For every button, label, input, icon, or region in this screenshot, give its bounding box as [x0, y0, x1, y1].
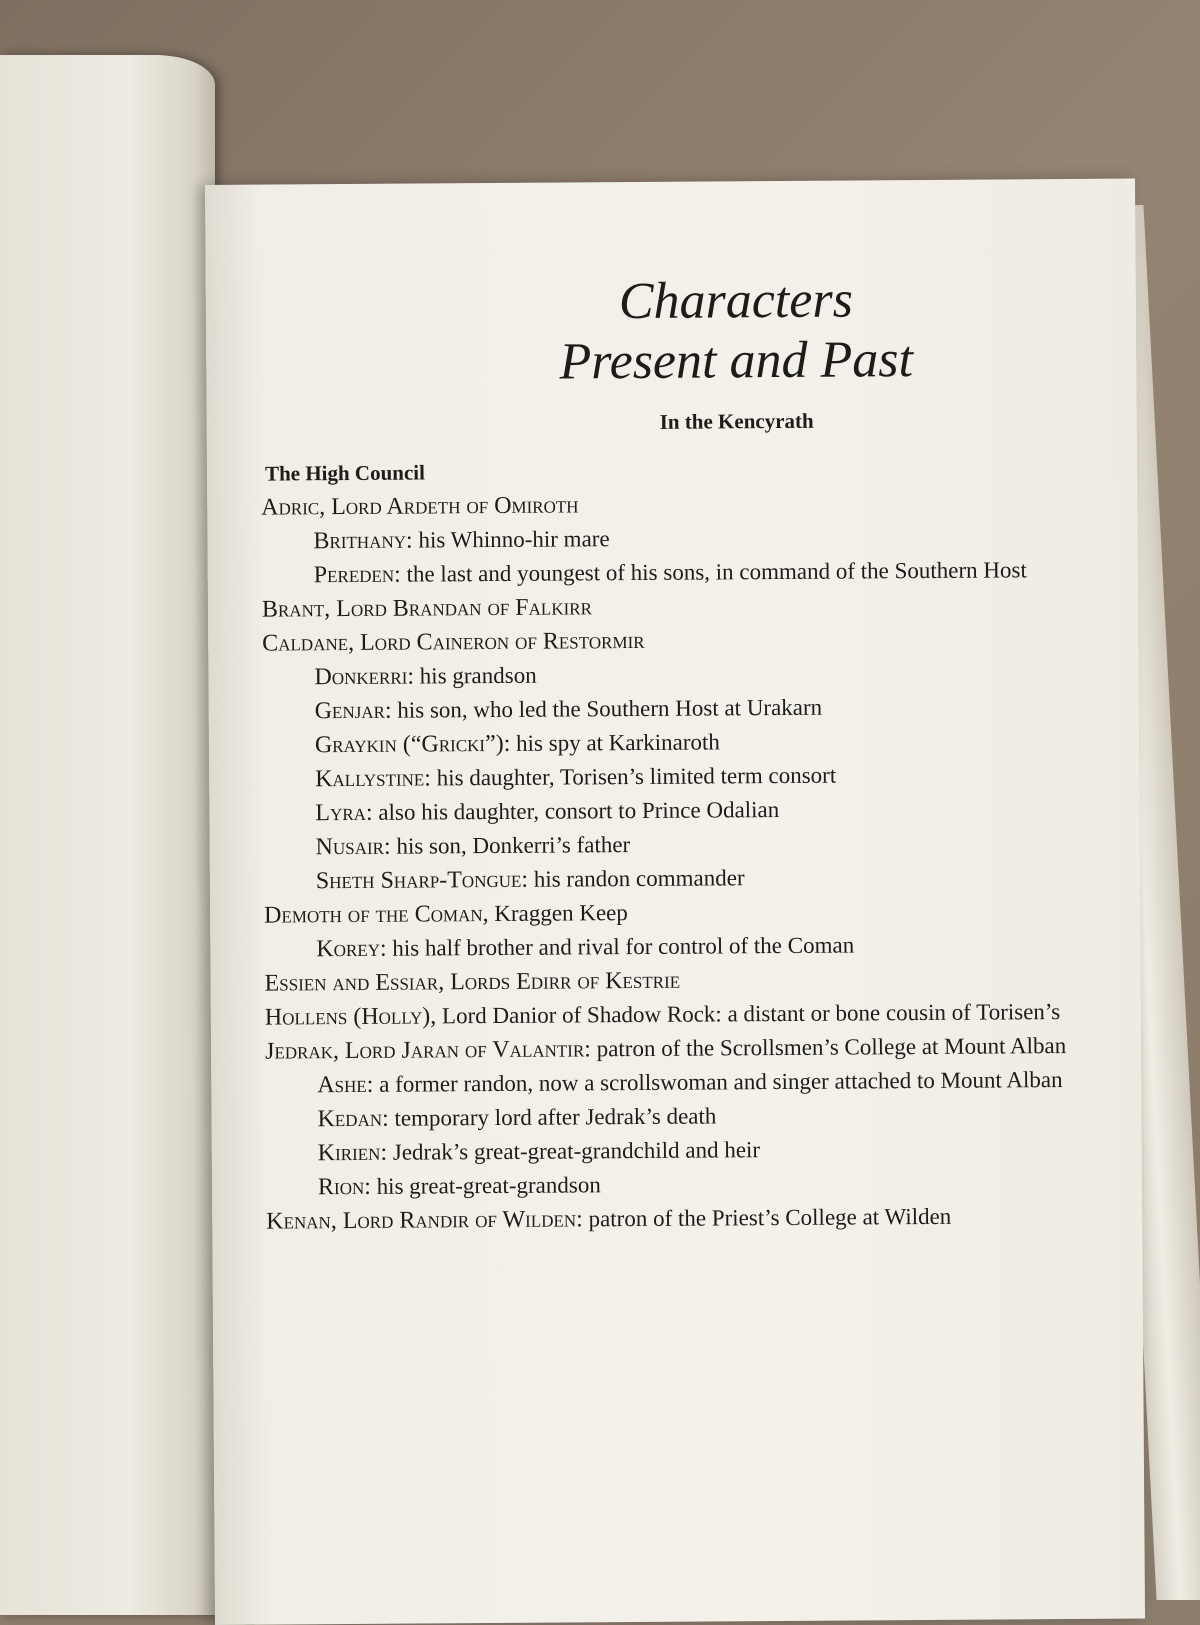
entry-desc: a former randon, now a scrollswoman and singer attached to Mount Alban — [373, 1067, 1062, 1097]
entry-name: Lyra: — [315, 800, 372, 826]
entry-desc: patron of the Scrollsmen’s College at Mount Alban — [591, 1033, 1066, 1061]
entry-desc: patron of the Priest’s College at Wilden — [583, 1204, 952, 1232]
entry-desc: Kraggen Keep — [489, 900, 628, 926]
entry-name: Pereden: — [314, 562, 401, 589]
entry-desc: Jedrak’s great-great-grandchild and heir — [387, 1137, 760, 1165]
entry-name: Nusair: — [316, 834, 391, 861]
entry-desc: his Whinno-hir mare — [413, 526, 610, 552]
entry-name: Brithany: — [313, 528, 412, 555]
entry-name: Kenan, Lord Randir of Wilden: — [266, 1206, 583, 1234]
entry-name: Adric, Lord Ardeth of Omiroth — [261, 492, 578, 520]
entry-name: Sheth Sharp-Tongue: — [316, 867, 528, 894]
entry-name: Kallystine: — [315, 765, 431, 792]
entry-desc: his grandson — [414, 663, 537, 689]
entry-name: Demoth of the Coman, — [264, 901, 489, 929]
entry-name: Donkerri: — [314, 664, 414, 691]
list-item — [251, 1063, 1111, 1103]
entry-name: Essien and Essiar, Lords Edirr of Kestrie — [264, 968, 680, 997]
entry-name: Korey: — [316, 936, 386, 962]
title-line-1: Characters — [366, 269, 1106, 334]
entry-name: Kedan: — [317, 1106, 388, 1132]
entry-desc: temporary lord after Jedrak’s death — [389, 1103, 717, 1130]
entry-name: Kirien: — [318, 1140, 388, 1166]
page-title — [366, 269, 1107, 394]
list-item — [252, 1199, 1112, 1239]
entry-name: Brant, Lord Brandan of Falkirr — [262, 594, 592, 622]
entry-desc: his spy at Karkinaroth — [510, 729, 720, 755]
right-page — [205, 179, 1145, 1625]
entry-name: Jedrak, Lord Jaran of Valantir: — [265, 1036, 591, 1064]
entry-name: Genjar: — [315, 698, 392, 725]
entry-desc: his son, Donkerri’s father — [391, 832, 631, 859]
character-list — [246, 269, 1113, 1239]
subtitle: In the Kencyrath — [367, 407, 1107, 437]
list-item — [248, 553, 1108, 593]
entry-name: Graykin (“Gricki”): — [315, 731, 511, 758]
entry-name: Ashe: — [317, 1072, 373, 1098]
section-heading: The High Council — [265, 456, 1107, 487]
entry-name: Caldane, Lord Caineron of Restormir — [262, 628, 645, 657]
show-through-text — [10, 475, 200, 683]
entry-desc: his randon commander — [528, 865, 745, 892]
entry-desc: his daughter, Torisen’s limited term consort — [431, 763, 836, 791]
entry-desc: Lord Danior of Shadow Rock: a distant or bone cousin of Torisen’s — [436, 999, 1060, 1028]
title-line-2: Present and Past — [366, 329, 1106, 394]
entry-desc: his son, who led the Southern Host at Urakarn — [391, 695, 822, 723]
entry-desc: the last and youngest of his sons, in command of the Southern Host — [401, 557, 1027, 586]
entry-name: Hollens (Holly), — [265, 1003, 437, 1030]
entry-desc: his great-great-grandson — [371, 1172, 601, 1199]
entry-name: Rion: — [318, 1174, 371, 1200]
entry-desc: also his daughter, consort to Prince Odalian — [373, 797, 780, 825]
entry-desc: his half brother and rival for control of the Coman — [387, 932, 855, 960]
left-page — [0, 55, 215, 1615]
